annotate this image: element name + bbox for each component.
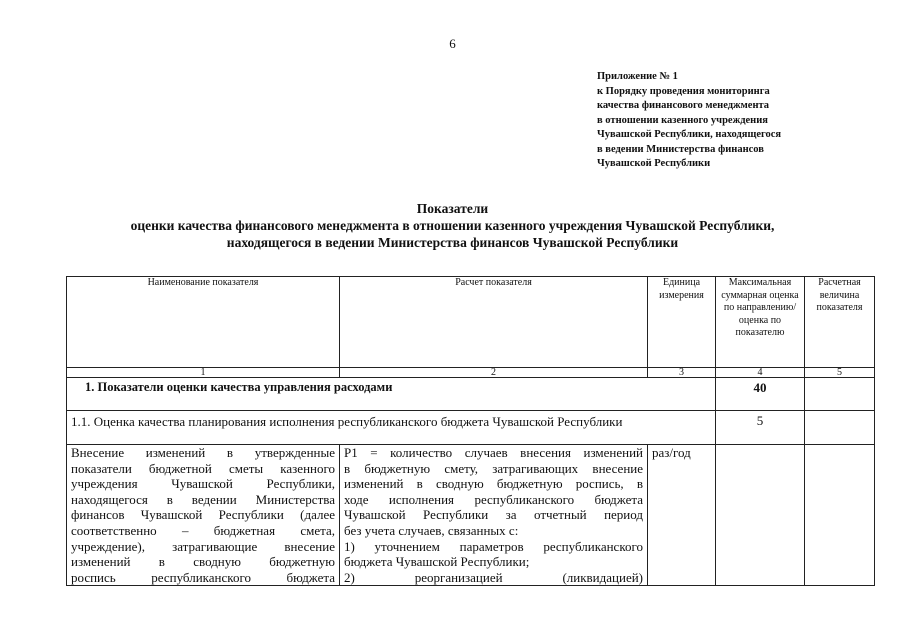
column-number: 3 [648,368,716,378]
appendix-line: Чувашской Республики [597,158,711,169]
appendix-line: Чувашской Республики, находящегося [597,129,782,140]
indicator-unit: раз/год [648,445,716,586]
indicator-name-line: учреждение), затрагивающие внесение [71,538,335,554]
calculation-line: ходе исполнения республиканского бюджета [344,491,643,507]
calculation-line: 2) реорганизацией (ликвидацией) [344,569,643,585]
header-cell: Расчет показателя [340,277,648,368]
indicator-name-line: показатели бюджетной сметы казенного [71,460,335,476]
section-calc-cell [805,378,875,411]
header-cell: Наименование показателя [67,277,340,368]
document-title [0,200,905,251]
calculation-line: бюджета Чувашской Республики; [344,554,530,570]
indicator-name-line: изменений в сводную бюджетную [71,554,335,570]
indicator-name [67,445,340,586]
header-cell: Расчетная величина показателя [805,277,875,368]
appendix-line: качества финансового менеджмента [597,100,770,111]
calculation-line: в бюджетную смету, затрагивающих внесение [344,460,643,476]
indicator-calc-value [805,445,875,586]
appendix-line: в отношении казенного учреждения [597,114,768,126]
indicator-name-line: финансов Чувашской Республики (далее [71,507,335,523]
section-row [67,378,875,411]
calculation-line: 1) уточнением параметров республиканского [344,538,643,554]
column-number-row [67,368,875,378]
subsection-calc-cell [805,411,875,445]
indicator-row [67,445,875,586]
section-max-score: 40 [716,378,805,411]
header-row [67,277,875,368]
subsection-max-score: 5 [716,411,805,445]
indicator-name-line: находящегося в ведении Министерства [71,491,335,507]
appendix-line: Приложение № 1 [597,71,678,82]
header-cell: Максимальная суммарная оценка по направлению/ оценка по показателю [716,277,805,368]
title-line: оценки качества финансового менеджмента в отношении казенного учреждения Чувашской Республики, [130,218,775,233]
indicator-name-line: Внесение изменений в утвержденные [71,445,335,460]
title-line: Показатели [416,201,489,216]
column-number: 5 [805,368,875,378]
indicator-calculation [340,445,648,586]
column-number: 4 [716,368,805,378]
subsection-row [67,411,875,445]
calculation-line: P1 = количество случаев внесения изменений [344,445,643,460]
indicator-name-line: учреждения Чувашской Республики, [71,476,335,492]
indicator-max-score [716,445,805,586]
title-line: находящегося в ведении Министерства финансов Чувашской Республики [226,235,679,250]
header-cell: Единица измерения [648,277,716,368]
calculation-line: изменений в сводную бюджетную роспись, в [344,476,643,492]
column-number: 2 [340,368,648,378]
section-label: 1. Показатели оценки качества управления расходами [67,378,716,411]
appendix-line: в ведении Министерства финансов [597,143,764,155]
appendix-block [597,70,887,172]
column-number: 1 [67,368,340,378]
indicator-name-line: соответственно – бюджетная смета, [71,522,335,538]
appendix-line: к Порядку проведения мониторинга [597,85,770,97]
subsection-label: 1.1. Оценка качества планирования исполнения республиканского бюджета Чувашской Республики [67,411,716,445]
indicators-table [66,276,875,586]
indicator-name-line: роспись республиканского бюджета [71,569,335,585]
calculation-line: без учета случаев, связанных с: [344,522,519,538]
page-number: 6 [449,36,456,51]
calculation-line: Чувашской Республики за отчетный период [344,507,643,523]
